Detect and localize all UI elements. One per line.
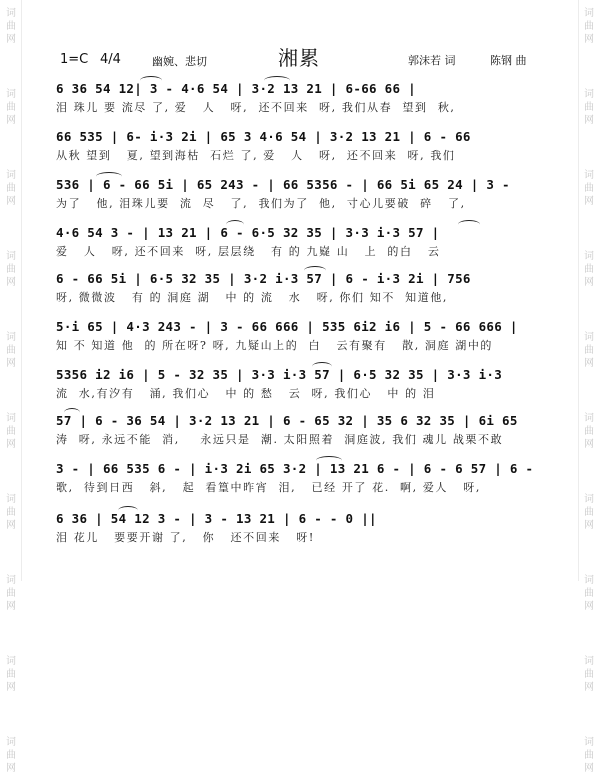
slur-mark: [96, 172, 122, 181]
lyric-line: 知 不 知道 他 的 所在呀? 呀, 九疑山上的 白 云有聚有 散, 洞庭 湖中的: [56, 339, 494, 352]
watermark-char: 网: [6, 358, 16, 369]
slur-mark: [64, 408, 80, 417]
watermark-word: [584, 574, 594, 613]
slur-mark: [118, 506, 138, 515]
lyric-line: 从秋 望到 夏, 望到海枯 石烂 了, 爱 人 呀, 还不回来 呀, 我们: [56, 149, 456, 162]
lyric-line: 为了 他, 泪珠儿要 流 尽 了, 我们为了 他, 寸心儿要破 碎 了,: [56, 197, 466, 210]
slur-mark: [140, 76, 162, 85]
notation-line: 5·i 65 | 4·3 243 - | 3 - 66 666 | 535 6i2 i6 | 5 - 66 666 |: [56, 316, 556, 338]
watermark-char: 曲: [6, 669, 16, 680]
watermark-word: [584, 169, 594, 208]
score-system: [56, 410, 556, 448]
watermark-char: 曲: [584, 426, 594, 437]
watermark-char: 网: [6, 520, 16, 531]
watermark-word: [6, 331, 16, 370]
watermark-word: [6, 736, 16, 775]
notation-line: 6 - 66 5i | 6·5 32 35 | 3·2 i·3 57 | 6 - i·3 2i | 756: [56, 268, 556, 290]
watermark-char: 网: [6, 439, 16, 450]
watermark-char: 曲: [584, 345, 594, 356]
watermark-char: 词: [6, 656, 16, 667]
watermark-char: 曲: [584, 183, 594, 194]
watermark-word: [6, 574, 16, 613]
watermark-char: 网: [584, 682, 594, 693]
watermark-char: 曲: [6, 264, 16, 275]
watermark-char: 词: [6, 170, 16, 181]
watermark-char: 网: [6, 277, 16, 288]
tempo-marking: 幽婉、悲切: [152, 55, 207, 68]
score-system: [56, 508, 556, 546]
watermark-left: [0, 0, 22, 774]
watermark-char: 曲: [6, 750, 16, 761]
watermark-word: [6, 250, 16, 289]
watermark-char: 词: [6, 413, 16, 424]
watermark-char: 网: [584, 763, 594, 774]
watermark-char: 网: [6, 115, 16, 126]
watermark-char: 网: [6, 34, 16, 45]
watermark-char: 曲: [6, 345, 16, 356]
watermark-char: 词: [584, 413, 594, 424]
watermark-word: [6, 655, 16, 694]
watermark-char: 曲: [6, 426, 16, 437]
notation-line: 4·6 54 3 - | 13 21 | 6 - 6·5 32 35 | 3·3 i·3 57 |: [56, 222, 556, 244]
watermark-word: [6, 412, 16, 451]
watermark-char: 网: [584, 601, 594, 612]
slur-mark: [304, 266, 326, 275]
watermark-word: [584, 7, 594, 46]
watermark-word: [584, 88, 594, 127]
watermark-char: 词: [584, 8, 594, 19]
key-signature: 1=C: [60, 52, 89, 67]
notation-line: 57 | 6 - 36 54 | 3·2 13 21 | 6 - 65 32 | 35 6 32 35 | 6i 65: [56, 410, 556, 432]
watermark-char: 网: [584, 115, 594, 126]
slur-mark: [226, 220, 244, 229]
watermark-char: 曲: [584, 750, 594, 761]
watermark-char: 网: [6, 682, 16, 693]
watermark-char: 词: [6, 251, 16, 262]
watermark-char: 曲: [584, 669, 594, 680]
watermark-char: 曲: [6, 102, 16, 113]
watermark-char: 曲: [6, 183, 16, 194]
watermark-char: 网: [584, 34, 594, 45]
watermark-word: [6, 7, 16, 46]
notation-line: 6 36 | 54 12 3 - | 3 - 13 21 | 6 - - 0 ||: [56, 508, 556, 530]
watermark-char: 曲: [6, 588, 16, 599]
watermark-char: 曲: [584, 264, 594, 275]
watermark-char: 词: [584, 575, 594, 586]
watermark-char: 网: [584, 358, 594, 369]
watermark-char: 词: [6, 89, 16, 100]
watermark-char: 网: [6, 196, 16, 207]
watermark-char: 网: [584, 196, 594, 207]
watermark-char: 网: [584, 439, 594, 450]
watermark-char: 词: [6, 8, 16, 19]
score-system: [56, 78, 556, 116]
lyric-line: 呀, 微微波 有 的 洞庭 湖 中 的 流 水 呀, 你们 知不 知道他,: [56, 291, 449, 304]
watermark-char: 曲: [6, 507, 16, 518]
watermark-char: 词: [584, 89, 594, 100]
composer-credit: 陈钢 曲: [490, 54, 527, 67]
watermark-char: 词: [6, 494, 16, 505]
watermark-char: 网: [6, 601, 16, 612]
watermark-char: 曲: [584, 588, 594, 599]
watermark-char: 词: [6, 575, 16, 586]
watermark-word: [6, 493, 16, 532]
score-system: [56, 174, 556, 212]
watermark-right: [578, 0, 600, 774]
watermark-char: 词: [584, 656, 594, 667]
watermark-word: [584, 331, 594, 370]
watermark-word: [584, 736, 594, 775]
watermark-char: 词: [584, 737, 594, 748]
watermark-char: 曲: [584, 507, 594, 518]
watermark-char: 网: [584, 520, 594, 531]
song-title: 湘累: [278, 46, 320, 70]
watermark-char: 词: [584, 332, 594, 343]
slur-mark: [312, 362, 332, 371]
score-system: [56, 364, 556, 402]
watermark-char: 词: [6, 737, 16, 748]
watermark-word: [584, 412, 594, 451]
score-system: [56, 126, 556, 164]
watermark-char: 词: [584, 170, 594, 181]
score-system: [56, 222, 556, 260]
watermark-char: 曲: [584, 21, 594, 32]
score-system: [56, 458, 556, 496]
notation-line: 6 36 54 12| 3 - 4·6 54 | 3·2 13 21 | 6-66 66 |: [56, 78, 556, 100]
watermark-char: 词: [6, 332, 16, 343]
notation-line: 3 - | 66 535 6 - | i·3 2i 65 3·2 | 13 21 6 - | 6 - 6 57 | 6 -: [56, 458, 556, 480]
lyric-line: 爱 人 呀, 还不回来 呀, 层层绕 有 的 九嶷 山 上 的白 云: [56, 245, 441, 258]
watermark-word: [584, 250, 594, 289]
lyricist-credit: 郭沫若 词: [408, 54, 456, 67]
watermark-word: [584, 655, 594, 694]
score-header: [0, 42, 600, 72]
watermark-word: [6, 169, 16, 208]
lyric-line: 涛 呀, 永远不能 消, 永远只是 潮. 太阳照着 洞庭波, 我们 魂儿 战栗不敢: [56, 433, 504, 446]
watermark-rule: [578, 0, 579, 581]
score-system: [56, 316, 556, 354]
watermark-word: [6, 88, 16, 127]
slur-mark: [458, 220, 480, 229]
lyric-line: 流 水,有汐有 涌, 我们心 中 的 愁 云 呀, 我们心 中 的 泪: [56, 387, 436, 400]
lyric-line: 泪 珠儿 要 流尽 了, 爱 人 呀, 还不回来 呀, 我们从春 望到 秋,: [56, 101, 456, 114]
notation-line: 536 | 6 - 66 5i | 65 243 - | 66 5356 - | 66 5i 65 24 | 3 -: [56, 174, 556, 196]
notation-line: 5356 i2 i6 | 5 - 32 35 | 3·3 i·3 57 | 6·5 32 35 | 3·3 i·3: [56, 364, 556, 386]
watermark-char: 网: [584, 277, 594, 288]
watermark-char: 词: [584, 251, 594, 262]
watermark-char: 曲: [584, 102, 594, 113]
slur-mark: [316, 456, 342, 465]
watermark-char: 曲: [6, 21, 16, 32]
watermark-word: [584, 493, 594, 532]
watermark-rule: [21, 0, 22, 581]
notation-line: 66 535 | 6- i·3 2i | 65 3 4·6 54 | 3·2 13 21 | 6 - 66: [56, 126, 556, 148]
slur-mark: [264, 76, 290, 85]
time-signature: 4/4: [100, 52, 121, 67]
watermark-char: 词: [584, 494, 594, 505]
watermark-char: 网: [6, 763, 16, 774]
lyric-line: 歌, 待到日西 斜, 起 看篁中昨宵 泪, 已经 开了 花. 啊, 爱人 呀,: [56, 481, 481, 494]
score-system: [56, 268, 556, 306]
lyric-line: 泪 花儿 要要开谢 了, 你 还不回来 呀!: [56, 531, 315, 544]
